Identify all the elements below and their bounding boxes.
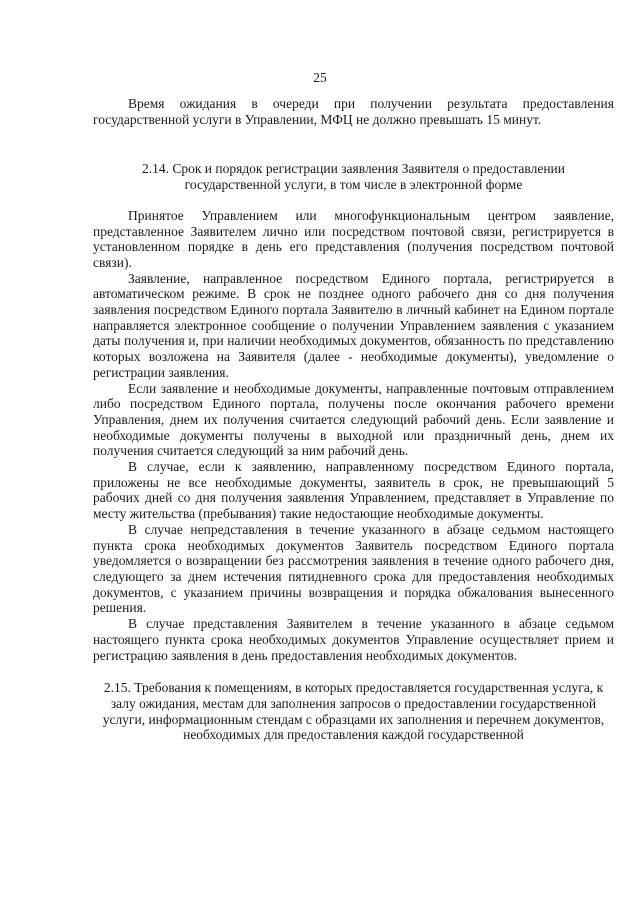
page-number: 25 bbox=[313, 70, 327, 85]
paragraph: В случае представления Заявителем в течение указанного в абзаце седьмом настоящего пункта срока необходимых документов Управление осуществляет прием и регистрацию заявления в день предоставления необходимых документов. bbox=[93, 616, 614, 663]
paragraph: Принятое Управлением или многофункциональным центром заявление, представленное Заявителем лично или посредством почтовой связи, регистрируется в установленном порядке в день его представления (получения посредством почтовой связи). bbox=[93, 207, 614, 270]
document-body bbox=[93, 96, 614, 743]
paragraph: В случае, если к заявлению, направленному посредством Единого портала, приложены не все необходимые документы, заявитель в срок, не превышающий 5 рабочих дней со дня получения заявления Управлением, представляет в Управление по месту жительства (пребывания) такие недостающие необходимые документы. bbox=[93, 459, 614, 522]
section-heading-2-14: 2.14. Срок и порядок регистрации заявления Заявителя о предоставлении государственной услуги, в том числе в электронной форме bbox=[141, 161, 566, 193]
paragraph: В случае непредставления в течение указанного в абзаце седьмом настоящего пункта срока необходимых документов Заявитель посредством Единого портала уведомляется о возвращении без рассмотрения заявления в течение одного рабочего дня, следующего за днем истечения пятидневного срока для предоставления необходимых документов, с указанием причины возвращения и порядка обжалования вынесенного решения. bbox=[93, 521, 614, 616]
paragraph: Заявление, направленное посредством Единого портала, регистрируется в автоматическом режиме. В срок не позднее одного рабочего дня со дня получения заявления посредством Единого портала Заявителю в личный кабинет на Едином портале направляется электронное сообщение о получении Управлением заявления с указанием даты получения и, при наличии необходимых документов, обязанность по представлению которых возложена на Заявителя (далее - необходимые документы), уведомление о регистрации заявления. bbox=[93, 270, 614, 380]
section-heading-2-15: 2.15. Требования к помещениям, в которых предоставляется государственная услуга, к залу ожидания, местам для заполнения запросов о предоставлении государственной услуги, информационным стендам с образцами их заполнения и перечнем документов, необходимых для предоставления каждой государственной bbox=[102, 680, 605, 743]
paragraph: Если заявление и необходимые документы, направленные почтовым отправлением либо посредством Единого портала, получены после окончания рабочего времени Управления, днем их получения считается следующий рабочий день. Если заявление и необходимые документы получены в выходной или праздничный день, днем их получения считается следующий за ним рабочий день. bbox=[93, 380, 614, 459]
paragraph-intro: Время ожидания в очереди при получении результата предоставления государственной услуги в Управлении, МФЦ не должно превышать 15 минут. bbox=[93, 96, 614, 127]
